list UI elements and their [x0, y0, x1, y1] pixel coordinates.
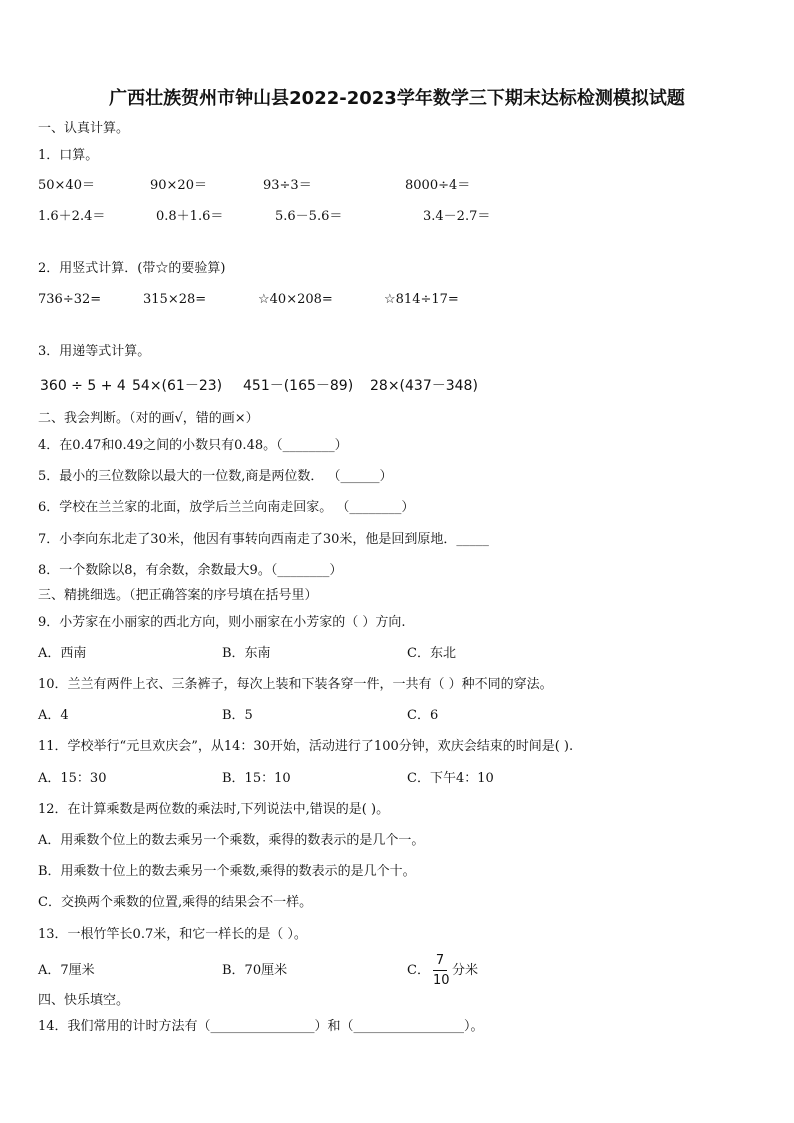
fraction-seven-tenths — [433, 953, 450, 988]
mental-calc-item: 1.6＋2.4＝ — [38, 209, 106, 224]
mental-calc-item: 3.4－2.7＝ — [423, 209, 491, 224]
fraction-numerator: 7 — [435, 953, 445, 968]
vertical-calc-item: ☆814÷17= — [384, 292, 459, 307]
vertical-calc-item: 315×28= — [143, 292, 207, 307]
mental-calc-item: 90×20＝ — [150, 178, 207, 193]
question-12-stem: 12．在计算乘数是两位数的乘法时,下列说法中,错误的是( )。 — [38, 802, 390, 817]
stepwise-calc-item: 360 ÷ 5 + 4 — [40, 378, 126, 394]
option-b: B．用乘数十位上的数去乘另一个乘数,乘得的数表示的是几个十。 — [38, 864, 416, 879]
option-b: B．5 — [222, 708, 253, 723]
question-11-stem: 11．学校举行“元旦欢庆会”，从14：30开始，活动进行了100分钟，欢庆会结束的时间是( ). — [38, 739, 574, 754]
option-c-prefix: C． — [407, 963, 430, 978]
stepwise-calc-item: 54×(61－23) — [132, 378, 223, 394]
option-c: C．交换两个乘数的位置,乘得的结果会不一样。 — [38, 895, 313, 910]
judge-question: 7．小李向东北走了30米，他因有事转向西南走了30米，他是回到原地．_____ — [38, 532, 489, 547]
option-c: C．下午4：10 — [407, 771, 494, 786]
stepwise-calc-item: 28×(437－348) — [370, 378, 478, 394]
option-a: A．15：30 — [38, 771, 107, 786]
option-a: A．4 — [38, 708, 69, 723]
section-heading-judge: 二、我会判断。（对的画√，错的画×） — [38, 411, 259, 426]
section-heading-calc: 一、认真计算。 — [38, 121, 130, 136]
question-14-stem: 14．我们常用的计时方法有（________________）和（_________________）。 — [38, 1019, 484, 1034]
question-10-stem: 10．兰兰有两件上衣、三条裤子，每次上装和下装各穿一件，一共有（ ）种不同的穿法。 — [38, 677, 553, 692]
question-2-label: 2．用竖式计算．(带☆的要验算) — [38, 261, 226, 276]
mental-calc-item: 5.6－5.6＝ — [275, 209, 343, 224]
stepwise-calc-item: 451－(165－89) — [243, 378, 354, 394]
section-heading-fill: 四、快乐填空。 — [38, 993, 130, 1008]
option-a: A．7厘米 — [38, 963, 95, 978]
judge-question: 4．在0.47和0.49之间的小数只有0.48。（________） — [38, 438, 348, 453]
judge-question: 5．最小的三位数除以最大的一位数,商是两位数． （______） — [38, 469, 393, 484]
option-c: C．6 — [407, 708, 439, 723]
judge-question: 8．一个数除以8，有余数，余数最大9。（________） — [38, 563, 343, 578]
question-13-stem: 13．一根竹竿长0.7米，和它一样长的是（ ）。 — [38, 927, 307, 942]
option-c: C．东北 — [407, 646, 456, 661]
vertical-calc-item: ☆40×208= — [258, 292, 333, 307]
mental-calc-item: 93÷3＝ — [263, 178, 312, 193]
vertical-calc-item: 736÷32= — [38, 292, 102, 307]
judge-question: 6．学校在兰兰家的北面，放学后兰兰向南走回家。 （________） — [38, 500, 415, 515]
fraction-denominator: 10 — [433, 973, 450, 988]
mental-calc-item: 8000÷4＝ — [405, 178, 471, 193]
section-heading-choice: 三、精挑细选。（把正确答案的序号填在括号里） — [38, 588, 318, 603]
option-a: A．用乘数个位上的数去乘另一个乘数，乘得的数表示的是几个一。 — [38, 833, 425, 848]
question-3-label: 3．用递等式计算。 — [38, 344, 151, 359]
page-title: 广西壮族贺州市钟山县2022-2023学年数学三下期末达标检测模拟试题 — [109, 88, 685, 109]
mental-calc-item: 50×40＝ — [38, 178, 95, 193]
fraction-bar — [433, 970, 447, 971]
option-b: B．东南 — [222, 646, 271, 661]
option-a: A．西南 — [38, 646, 87, 661]
mental-calc-item: 0.8＋1.6＝ — [156, 209, 224, 224]
option-b: B．70厘米 — [222, 963, 288, 978]
question-1-label: 1．口算。 — [38, 148, 99, 163]
question-9-stem: 9．小芳家在小丽家的西北方向，则小丽家在小芳家的（ ）方向. — [38, 615, 406, 630]
option-b: B．15：10 — [222, 771, 291, 786]
option-c-unit: 分米 — [452, 963, 479, 978]
